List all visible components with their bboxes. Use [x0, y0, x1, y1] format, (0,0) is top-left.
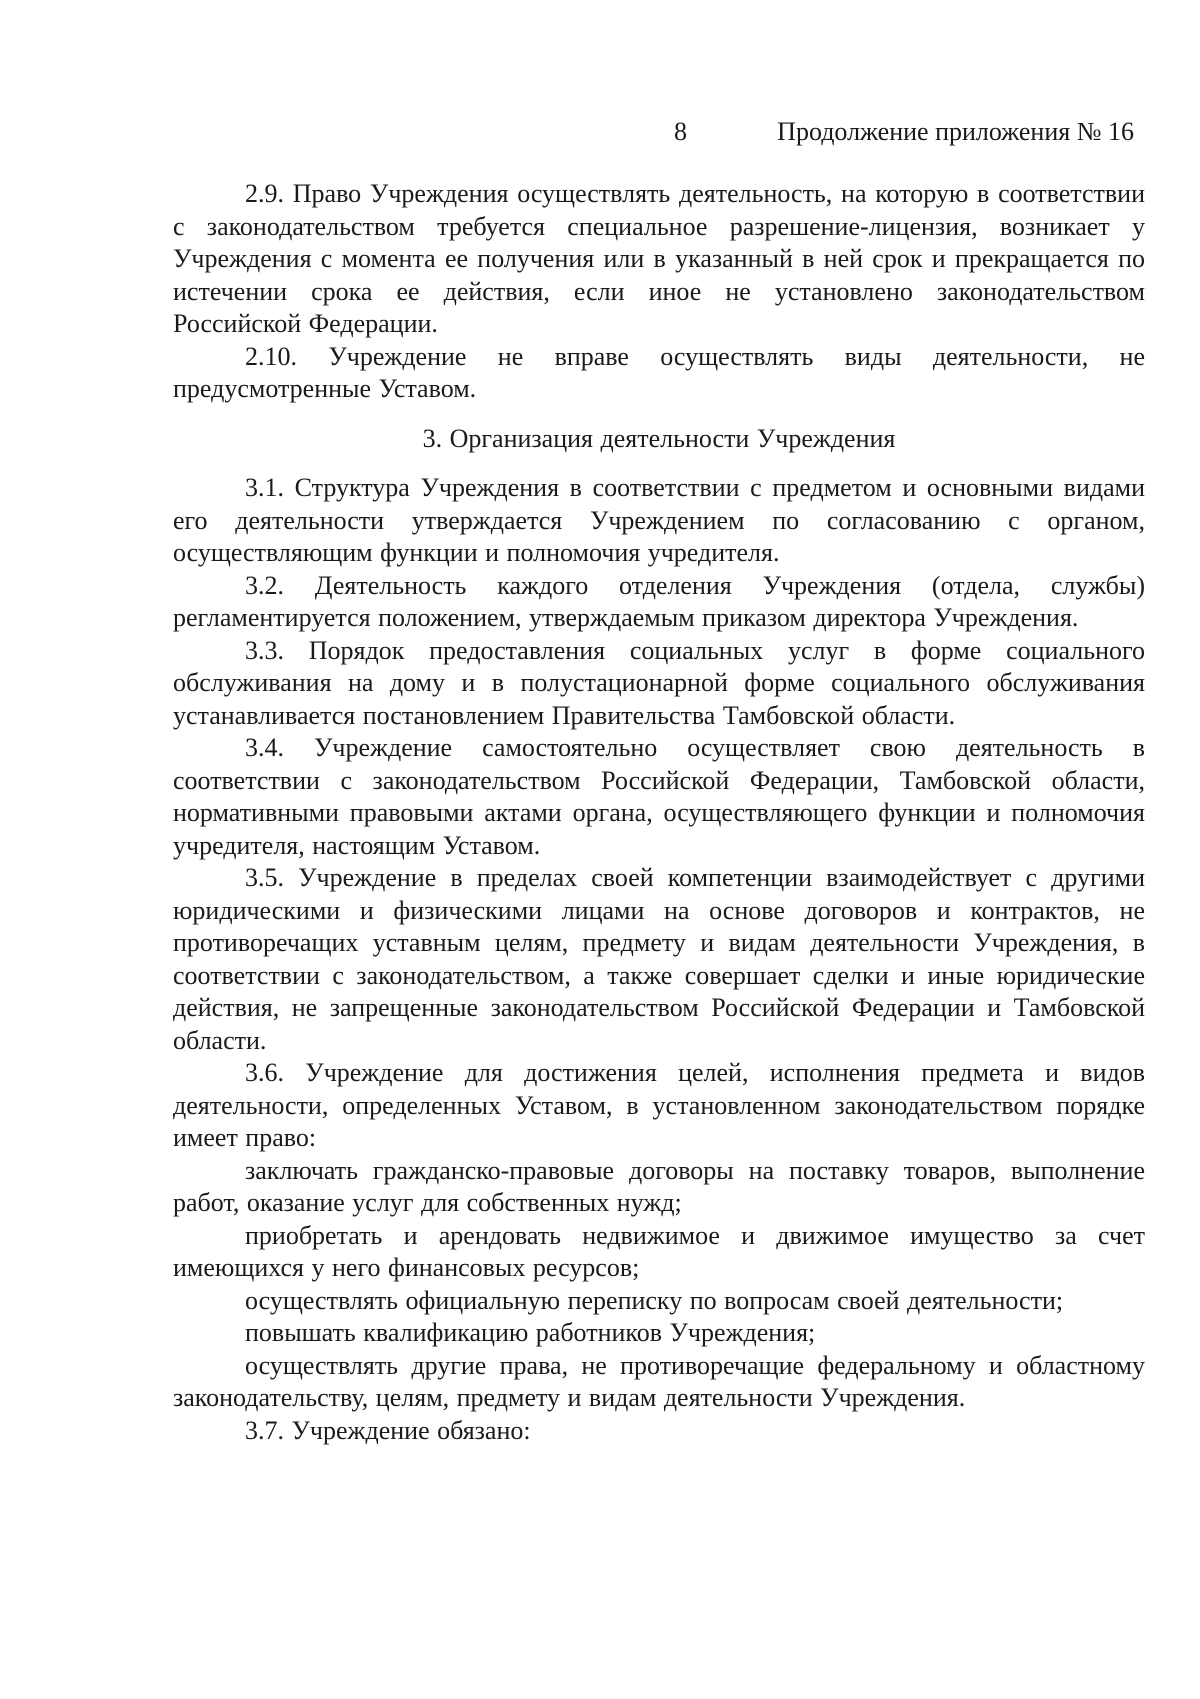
- section-heading: 3. Организация деятельности Учреждения: [422, 423, 896, 453]
- paragraph-3-4: 3.4. Учреждение самостоятельно осуществляет свою деятельность в соответствии с законодательством Российской Федерации, Тамбовской области, нормативными правовыми актами органа, осуществляющего функции и полномочия учредителя, настоящим Уставом.: [173, 733, 1145, 860]
- page-header: [0, 114, 1200, 150]
- paragraph-3-1: 3.1. Структура Учреждения в соответствии с предметом и основными видами его деятельности утверждается Учреждением по согласованию с органом, осуществляющим функции и полномочия учредителя.: [173, 473, 1145, 567]
- paragraph-3-7: 3.7. Учреждение обязано:: [245, 1415, 531, 1445]
- document-body: [173, 178, 1145, 1447]
- list-item-other-rights: осуществлять другие права, не противоречащие федеральному и областному законодательству, целям, предмету и видам деятельности Учреждения.: [173, 1350, 1145, 1412]
- paragraph-2-10: 2.10. Учреждение не вправе осуществлять виды деятельности, не предусмотренные Уставом.: [173, 341, 1145, 403]
- list-item-property: приобретать и арендовать недвижимое и движимое имущество за счет имеющихся у него финансовых ресурсов;: [173, 1220, 1145, 1282]
- paragraph-2-9: 2.9. Право Учреждения осуществлять деятельность, на которую в соответствии с законодательством требуется специальное разрешение-лицензия, возникает у Учреждения с момента ее получения или в указанный в ней срок и прекращается по истечении срока ее действия, если иное не установлено законодательством Российской Федерации.: [173, 179, 1145, 338]
- list-item-contracts: заключать гражданско-правовые договоры на поставку товаров, выполнение работ, оказание услуг для собственных нужд;: [173, 1155, 1145, 1217]
- paragraph-3-3: 3.3. Порядок предоставления социальных услуг в форме социального обслуживания на дому и в полустационарной форме социального обслуживания устанавливается постановлением Правительства Тамбовской области.: [173, 635, 1145, 730]
- list-item-qualification: повышать квалификацию работников Учреждения;: [245, 1318, 816, 1347]
- appendix-continuation-label: Продолжение приложения № 16: [777, 117, 1134, 146]
- list-item-correspondence: осуществлять официальную переписку по вопросам своей деятельности;: [245, 1285, 1064, 1315]
- page-number: 8: [674, 117, 687, 146]
- paragraph-3-2: 3.2. Деятельность каждого отделения Учреждения (отдела, службы) регламентируется положением, утверждаемым приказом директора Учреждения.: [173, 570, 1145, 632]
- paragraph-3-5: 3.5. Учреждение в пределах своей компетенции взаимодействует с другими юридическими и физическими лицами на основе договоров и контрактов, не противоречащих уставным целям, предмету и видам деятельности Учреждения, в соответствии с законодательством, а также совершает сделки и иные юридические действия, не запрещенные законодательством Российской Федерации и Тамбовской области.: [173, 863, 1145, 1055]
- paragraph-3-6: 3.6. Учреждение для достижения целей, исполнения предмета и видов деятельности, определенных Уставом, в установленном законодательством порядке имеет право:: [173, 1058, 1145, 1152]
